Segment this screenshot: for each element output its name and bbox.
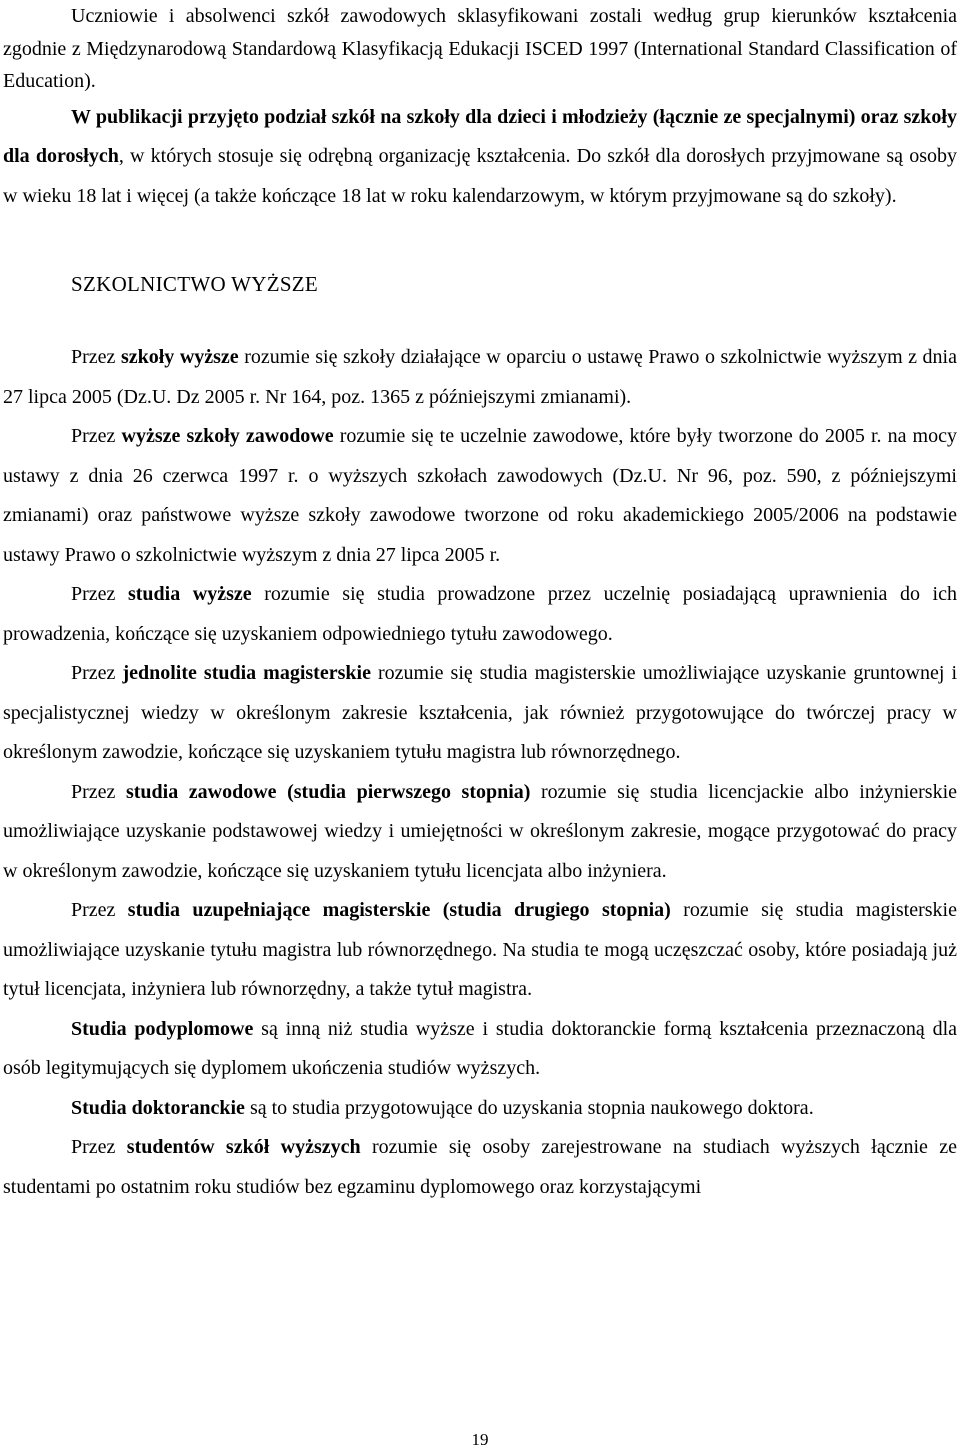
bold-term: W publikacji przyjęto podział szkół na szkoły dla dzieci i młodzieży (łącznie ze specjalnymi) oraz szkoły dla dorosłych xyxy=(3,105,957,167)
paragraph-school-division xyxy=(3,98,957,217)
bold-term: studia wyższe xyxy=(127,583,252,605)
paragraph-szkoly-wyzsze: Przez szkoły wyższe rozumie się szkoły działające w oparciu o ustawę Prawo o szkolnictwie wyższym z dnia 27 lipca 2005 (Dz.U. Dz 2005 r. Nr 164, poz. 1365 z późniejszymi zmianami). xyxy=(3,346,957,408)
paragraph-wyzsze-szkoly-zawodowe: Przez wyższe szkoły zawodowe rozumie się te uczelnie zawodowe, które były tworzone do 2005 r. na mocy ustawy z dnia 26 czerwca 1997 r. o wyższych szkołach zawodowych (Dz.U. Nr 96, poz. 590, z późniejszymi zmianami) oraz państwowe wyższe szkoły zawodowe tworzone od roku akademickiego 2005/2006 na podstawie ustawy Prawo o szkolnictwie wyższym z dnia 27 lipca 2005 r. xyxy=(3,425,957,566)
bold-term: Studia podyplomowe xyxy=(71,1017,254,1040)
bold-term: jednolite studia magisterskie xyxy=(122,662,371,684)
paragraph-isced xyxy=(3,0,957,98)
paragraph-studia-zawodowe: Przez studia zawodowe (studia pierwszego stopnia) rozumie się studia licencjackie albo inżynierskie umożliwiające uzyskanie podstawowej wiedzy i umiejętności w określonym zakresie, mogące przygotować do pracy w określonym zawodzie, kończące się uzyskaniem tytułu licencjata albo inżyniera. xyxy=(3,780,958,882)
paragraph-text: , w których stosuje się odrębną organizację kształcenia. Do szkół dla dorosłych przyjmowane są osoby w wieku 18 lat i więcej (a także kończące 18 lat w roku kalendarzowym, w którym przyjmowane są do szkoły). xyxy=(3,145,957,207)
bold-term: szkoły wyższe xyxy=(120,346,239,368)
paragraph-studenci: Przez studentów szkół wyższych rozumie się osoby zarejestrowane na studiach wyższych łącznie ze studentami po ostatnim roku studiów bez egzaminu dyplomowego oraz korzystającymi xyxy=(3,1136,957,1198)
page-content xyxy=(3,0,957,1207)
paragraph-text: Uczniowie i absolwenci szkół zawodowych sklasyfikowani zostali według grup kierunków kształcenia zgodnie z Międzynarodową Standardową Klasyfikacją Edukacji ISCED 1997 (International Standard Classification of Education). xyxy=(3,5,957,92)
bold-term: wyższe szkoły zawodowe xyxy=(121,425,334,447)
bold-term: Studia doktoranckie xyxy=(71,1096,245,1119)
bold-term: studia uzupełniające magisterskie (studia drugiego stopnia) xyxy=(127,899,671,921)
section-heading: SZKOLNICTWO WYŻSZE xyxy=(71,272,319,296)
paragraph-studia-podyplomowe: Studia podyplomowe są inną niż studia wyższe i studia doktoranckie formą kształcenia przeznaczoną dla osób legitymujących się dyplomem ukończenia studiów wyższych. xyxy=(3,1017,957,1079)
paragraph-jednolite-studia: Przez jednolite studia magisterskie rozumie się studia magisterskie umożliwiające uzyskanie gruntownej i specjalistycznej wiedzy w określonym zakresie kształcenia, jak również przygotowujące do twórczej pracy w określonym zawodzie, kończące się uzyskaniem tytułu magistra lub równorzędnego. xyxy=(3,662,958,763)
paragraph-studia-doktoranckie: Studia doktoranckie są to studia przygotowujące do uzyskania stopnia naukowego doktora. xyxy=(71,1096,814,1119)
page-number: 19 xyxy=(471,1430,489,1449)
bold-term: studia zawodowe (studia pierwszego stopnia) xyxy=(125,780,531,803)
paragraph-studia-wyzsze: Przez studia wyższe rozumie się studia prowadzone przez uczelnię posiadającą uprawnienia do ich prowadzenia, kończące się uzyskaniem odpowiedniego tytułu zawodowego. xyxy=(3,583,957,645)
paragraph-studia-uzupelniajace: Przez studia uzupełniające magisterskie (studia drugiego stopnia) rozumie się studia magisterskie umożliwiające uzyskanie tytułu magistra lub równorzędnego. Na studia te mogą uczęszczać osoby, które posiadają już tytuł licencjata, inżyniera lub równorzędny, a także tytuł magistra. xyxy=(3,899,957,1000)
bold-term: studentów szkół wyższych xyxy=(126,1136,361,1158)
